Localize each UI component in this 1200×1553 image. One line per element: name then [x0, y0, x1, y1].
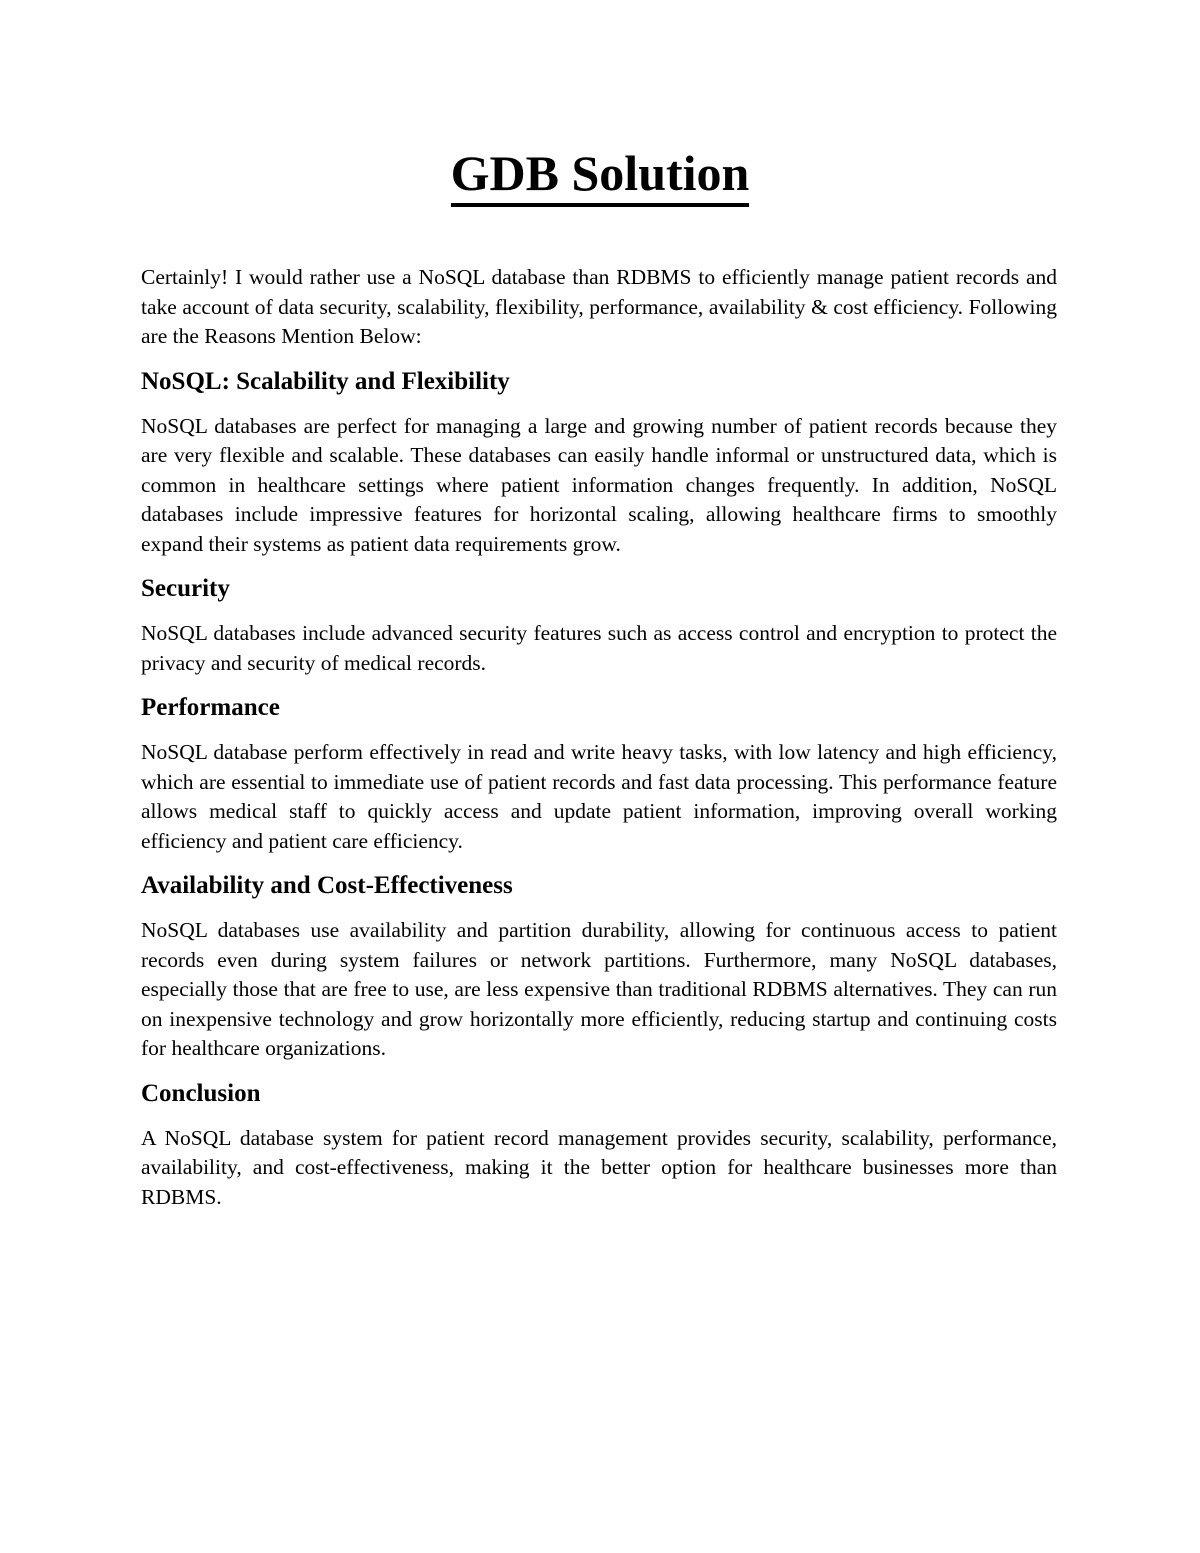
section-body-conclusion: A NoSQL database system for patient record management provides security, scalability, performance, availability, and cost-effectiveness, making it the better option for healthcare businesses more than RDBMS. — [141, 1125, 1057, 1209]
section-body-security: NoSQL databases include advanced security features such as access control and encryption to protect the privacy and security of medical records. — [141, 621, 1057, 675]
section-body-performance: NoSQL database perform effectively in read and write heavy tasks, with low latency and high efficiency, which are essential to immediate use of patient records and fast data processing. This performance feature allows medical staff to quickly access and update patient information, improving overall working efficiency and patient care efficiency. — [141, 740, 1057, 853]
section-heading-scalability: NoSQL: Scalability and Flexibility — [141, 367, 510, 395]
section-body-scalability: NoSQL databases are perfect for managing a large and growing number of patient records because they are very flexible and scalable. These databases can easily handle informal or unstructured data, which is common in healthcare settings where patient information changes frequently. In addition, NoSQL databases include impressive features for horizontal scaling, allowing healthcare firms to smoothly expand their systems as patient data requirements grow. — [141, 413, 1057, 556]
section-heading-security: Security — [141, 575, 230, 602]
section-heading-conclusion: Conclusion — [141, 1079, 261, 1107]
document-body — [141, 263, 1057, 1225]
intro-paragraph: Certainly! I would rather use a NoSQL database than RDBMS to efficiently manage patient records and take account of data security, scalability, flexibility, performance, availability & cost efficiency. Following are the Reasons Mention Below: — [141, 265, 1057, 348]
section-heading-performance: Performance — [141, 694, 280, 721]
section-body-availability: NoSQL databases use availability and partition durability, allowing for continuous access to patient records even during system failures or network partitions. Furthermore, many NoSQL databases, especially those that are free to use, are less expensive than traditional RDBMS alternatives. They can run on inexpensive technology and grow horizontally more efficiently, reducing startup and continuing costs for healthcare organizations. — [141, 918, 1057, 1060]
page-title — [0, 143, 1200, 207]
page-title-text: GDB Solution — [451, 145, 750, 207]
section-heading-availability: Availability and Cost-Effectiveness — [141, 872, 513, 899]
